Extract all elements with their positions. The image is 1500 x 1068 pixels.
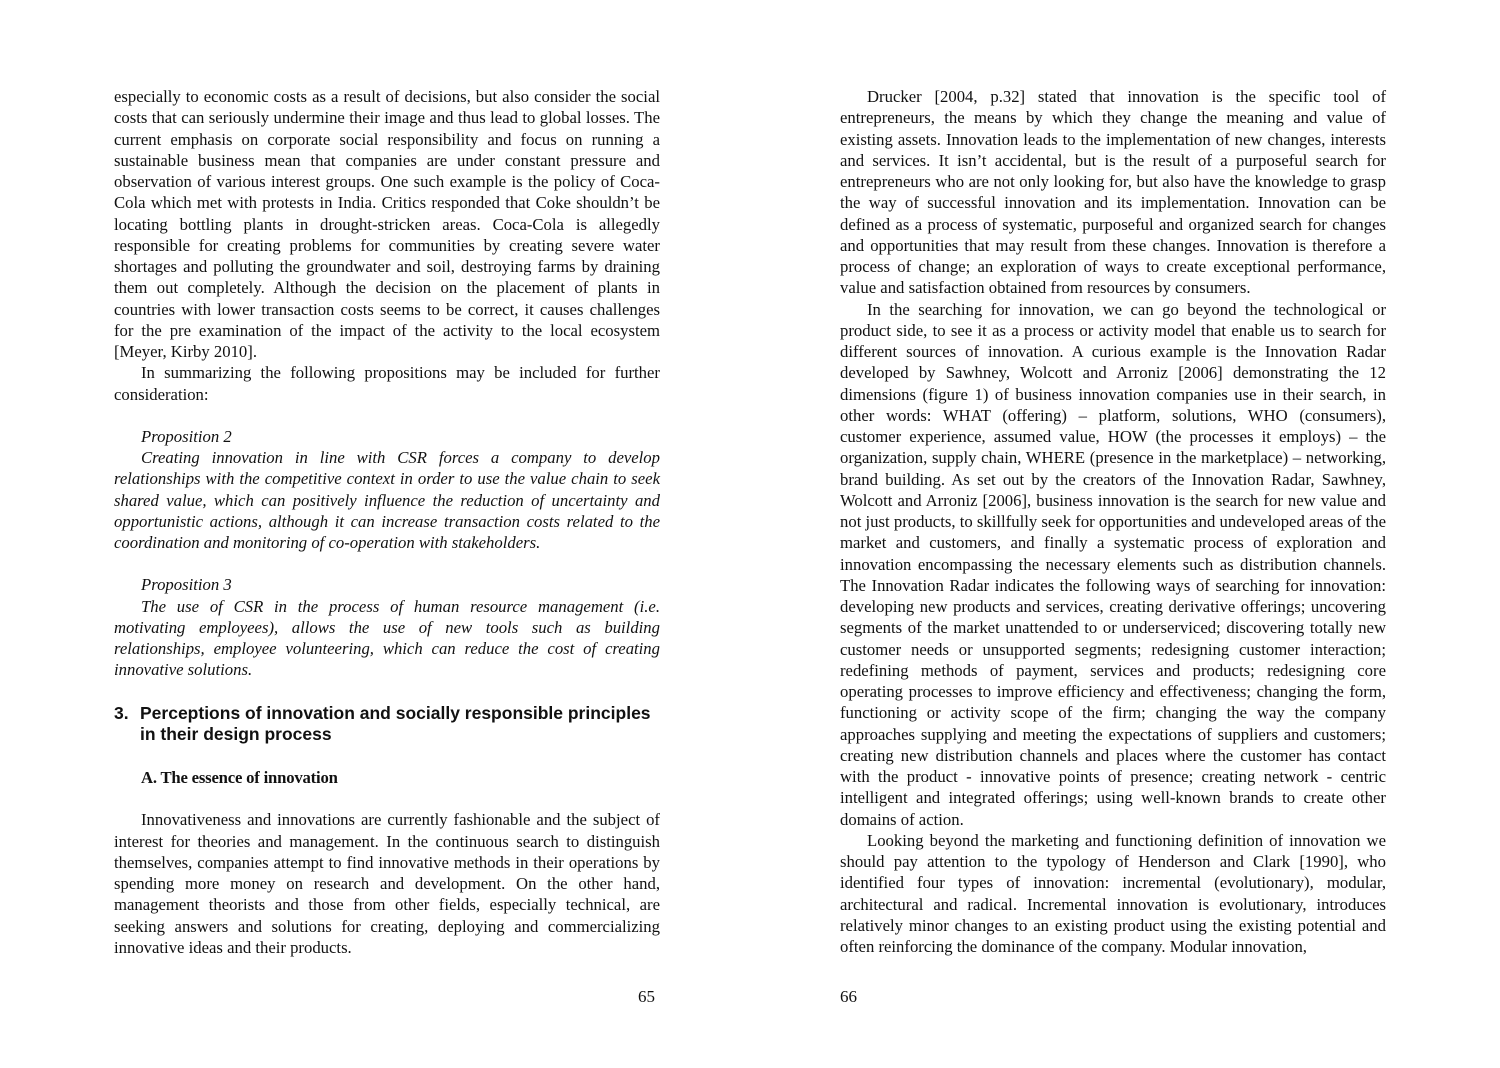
section-heading	[114, 703, 660, 746]
paragraph-innovativeness: Innovativeness and innovations are currently fashionable and the subject of interest for theories and management. In the continuous search to distinguish themselves, companies attempt to find innovative methods in their operations by spending more money on research and development. On the other hand, management theorists and those from other fields, especially technical, are seeking answers and solutions for creating, deploying and commercializing innovative ideas and their products.	[114, 810, 660, 957]
paragraph-drucker: Drucker [2004, p.32] stated that innovation is the specific tool of entrepreneurs, the means by which they change the meaning and value of existing assets. Innovation leads to the implementation of new changes, interests and services. It isn’t accidental, but is the result of a purposeful search for entrepreneurs who are not only looking for, but also have the knowledge to grasp the way of successful innovation and its implementation. Innovation can be defined as a process of systematic, purposeful and organized search for changes and opportunities that may result from these changes. Innovation is therefore a process of change; an exploration of ways to create exceptional performance, value and satisfaction obtained from resources by consumers.	[840, 87, 1386, 298]
paragraph-csr-costs: especially to economic costs as a result of decisions, but also consider the social costs that can seriously undermine their image and thus lead to global losses. The current emphasis on corporate social responsibility and focus on running a sustainable business mean that companies are under constant pressure and observation of various interest groups. One such example is the policy of Coca-Cola which met with protests in India. Critics responded that Coke shouldn’t be locating bottling plants in drought-stricken areas. Coca-Cola is allegedly responsible for creating problems for communities by creating severe water shortages and polluting the groundwater and soil, destroying farms by draining them out completely. Although the decision on the placement of plants in countries with lower transaction costs seems to be correct, it causes challenges for the pre examination of the impact of the activity to the local ecosystem [Meyer, Kirby 2010].	[114, 87, 660, 361]
paragraph-innovation-radar: In the searching for innovation, we can go beyond the technological or product side, to see it as a process or activity model that enable us to search for different sources of innovation. A curious example is the Innovation Radar developed by Sawhney, Wolcott and Arroniz [2006] demonstrating the 12 dimensions (figure 1) of business innovation companies use in their search, in other words: WHAT (offering) – platform, solutions, WHO (consumers), customer experience, assumed value, HOW (the processes it employs) – the organization, supply chain, WHERE (presence in the marketplace) – networking, brand building. As set out by the creators of the Innovation Radar, Sawhney, Wolcott and Arroniz [2006], business innovation is the search for new value and not just products, to skillfully seek for opportunities and undeveloped areas of the market and customers, and finally a systematic process of exploration and innovation encompassing the necessary elements such as distribution channels. The Innovation Radar indicates the following ways of searching for innovation: developing new products and services, creating derivative offerings; uncovering segments of the market unattended to or underserviced; discovering totally new customer needs or unsupported segments; redesigning customer interaction; redefining methods of payment, services and products; redesigning core operating processes to improve efficiency and effectiveness; changing the form, functioning or activity scope of the firm; changing the way the company approaches supplying and meeting the expectations of suppliers and customers; creating new distribution channels and places where the customer has contact with the product - innovative points of presence; creating network - centric intelligent and integrated offerings; using well-known brands to create other domains of action.	[840, 299, 1386, 829]
proposition-3-text: The use of CSR in the process of human resource management (i.e. motivating employees), allows the use of new tools such as building relationships, employee volunteering, which can reduce the cost of creating innovative solutions.	[114, 596, 660, 680]
left-page	[114, 86, 660, 958]
paragraph-henderson-clark: Looking beyond the marketing and functioning definition of innovation we should pay attention to the typology of Henderson and Clark [1990], who identified four types of innovation: incremental (evolutionary), modular, architectural and radical. Incremental innovation is evolutionary, introduces relatively minor changes to an existing product using the existing potential and often reinforcing the dominance of the company. Modular innovation,	[840, 830, 1386, 956]
proposition-2-title: Proposition 2	[141, 426, 232, 446]
page-number-right: 66	[840, 987, 857, 1006]
right-page	[840, 86, 1386, 957]
proposition-2-text: Creating innovation in line with CSR forces a company to develop relationships with the competitive context in order to use the value chain to seek shared value, which can positively influence the reduction of uncertainty and opportunistic actions, although it can increase transaction costs related to the coordination and monitoring of co-operation with stakeholders.	[114, 448, 660, 552]
subsection-heading: A. The essence of innovation	[141, 768, 338, 787]
section-title: Perceptions of innovation and socially responsible principles in their design process	[140, 702, 651, 744]
spacer	[114, 788, 660, 809]
section-number: 3.	[114, 702, 129, 723]
proposition-3-title: Proposition 3	[141, 575, 232, 595]
paragraph-summary: In summarizing the following propositions may be included for further consideration:	[114, 363, 660, 404]
page-number-left: 65	[638, 987, 655, 1006]
